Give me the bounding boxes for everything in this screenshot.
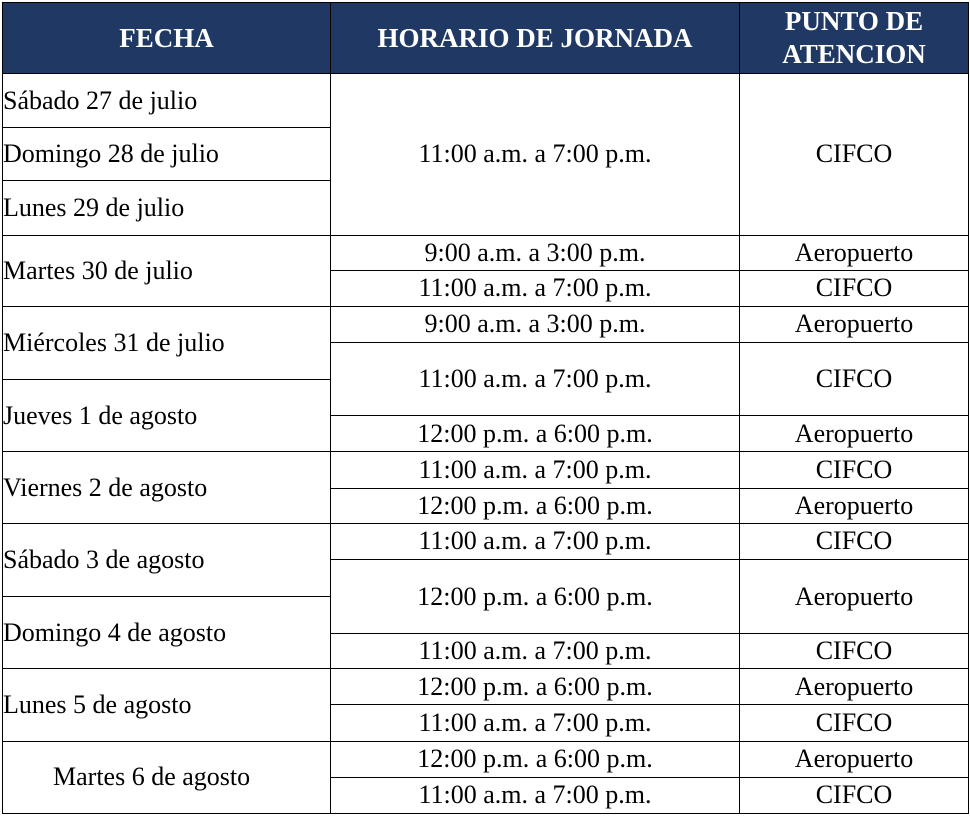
place-cell: Aeropuerto <box>740 416 969 452</box>
time-cell: 12:00 p.m. a 6:00 p.m. <box>331 488 740 523</box>
header-punto-line2: ATENCION <box>782 39 926 69</box>
place-cell: CIFCO <box>740 74 969 236</box>
time-cell: 12:00 p.m. a 6:00 p.m. <box>331 669 740 705</box>
place-cell: Aeropuerto <box>740 741 969 777</box>
date-cell: Domingo 4 de agosto <box>3 597 331 669</box>
place-cell: Aeropuerto <box>740 669 969 705</box>
time-cell: 11:00 a.m. a 7:00 p.m. <box>331 705 740 741</box>
time-cell: 11:00 a.m. a 7:00 p.m. <box>331 777 740 813</box>
place-cell: Aeropuerto <box>740 559 969 633</box>
time-cell: 11:00 a.m. a 7:00 p.m. <box>331 270 740 306</box>
date-cell: Sábado 27 de julio <box>3 74 331 128</box>
date-cell: Viernes 2 de agosto <box>3 452 331 523</box>
time-cell: 11:00 a.m. a 7:00 p.m. <box>331 523 740 559</box>
date-cell: Lunes 29 de julio <box>3 181 331 235</box>
place-cell: CIFCO <box>740 634 969 669</box>
time-cell: 12:00 p.m. a 6:00 p.m. <box>331 741 740 777</box>
date-cell: Martes 30 de julio <box>3 235 331 306</box>
place-cell: CIFCO <box>740 343 969 416</box>
header-horario: HORARIO DE JORNADA <box>331 3 740 74</box>
place-cell: CIFCO <box>740 705 969 741</box>
time-cell: 11:00 a.m. a 7:00 p.m. <box>331 452 740 488</box>
date-cell: Jueves 1 de agosto <box>3 380 331 452</box>
place-cell: Aeropuerto <box>740 306 969 342</box>
time-cell: 9:00 a.m. a 3:00 p.m. <box>331 306 740 342</box>
date-cell: Miércoles 31 de julio <box>3 306 331 379</box>
place-cell: CIFCO <box>740 523 969 559</box>
header-fecha: FECHA <box>3 3 331 74</box>
time-cell: 12:00 p.m. a 6:00 p.m. <box>331 559 740 633</box>
time-cell: 11:00 a.m. a 7:00 p.m. <box>331 343 740 416</box>
place-cell: CIFCO <box>740 777 969 813</box>
schedule-table <box>2 2 969 814</box>
place-cell: Aeropuerto <box>740 488 969 523</box>
place-cell: CIFCO <box>740 270 969 306</box>
date-cell: Martes 6 de agosto <box>3 741 331 813</box>
place-cell: CIFCO <box>740 452 969 488</box>
header-punto-line1: PUNTO DE <box>784 6 924 36</box>
header-punto <box>740 3 969 74</box>
date-cell: Domingo 28 de julio <box>3 128 331 181</box>
date-cell: Lunes 5 de agosto <box>3 669 331 741</box>
place-cell: Aeropuerto <box>740 235 969 270</box>
time-cell: 12:00 p.m. a 6:00 p.m. <box>331 416 740 452</box>
time-cell: 11:00 a.m. a 7:00 p.m. <box>331 634 740 669</box>
date-cell: Sábado 3 de agosto <box>3 523 331 596</box>
time-cell: 9:00 a.m. a 3:00 p.m. <box>331 235 740 270</box>
time-cell: 11:00 a.m. a 7:00 p.m. <box>331 74 740 236</box>
